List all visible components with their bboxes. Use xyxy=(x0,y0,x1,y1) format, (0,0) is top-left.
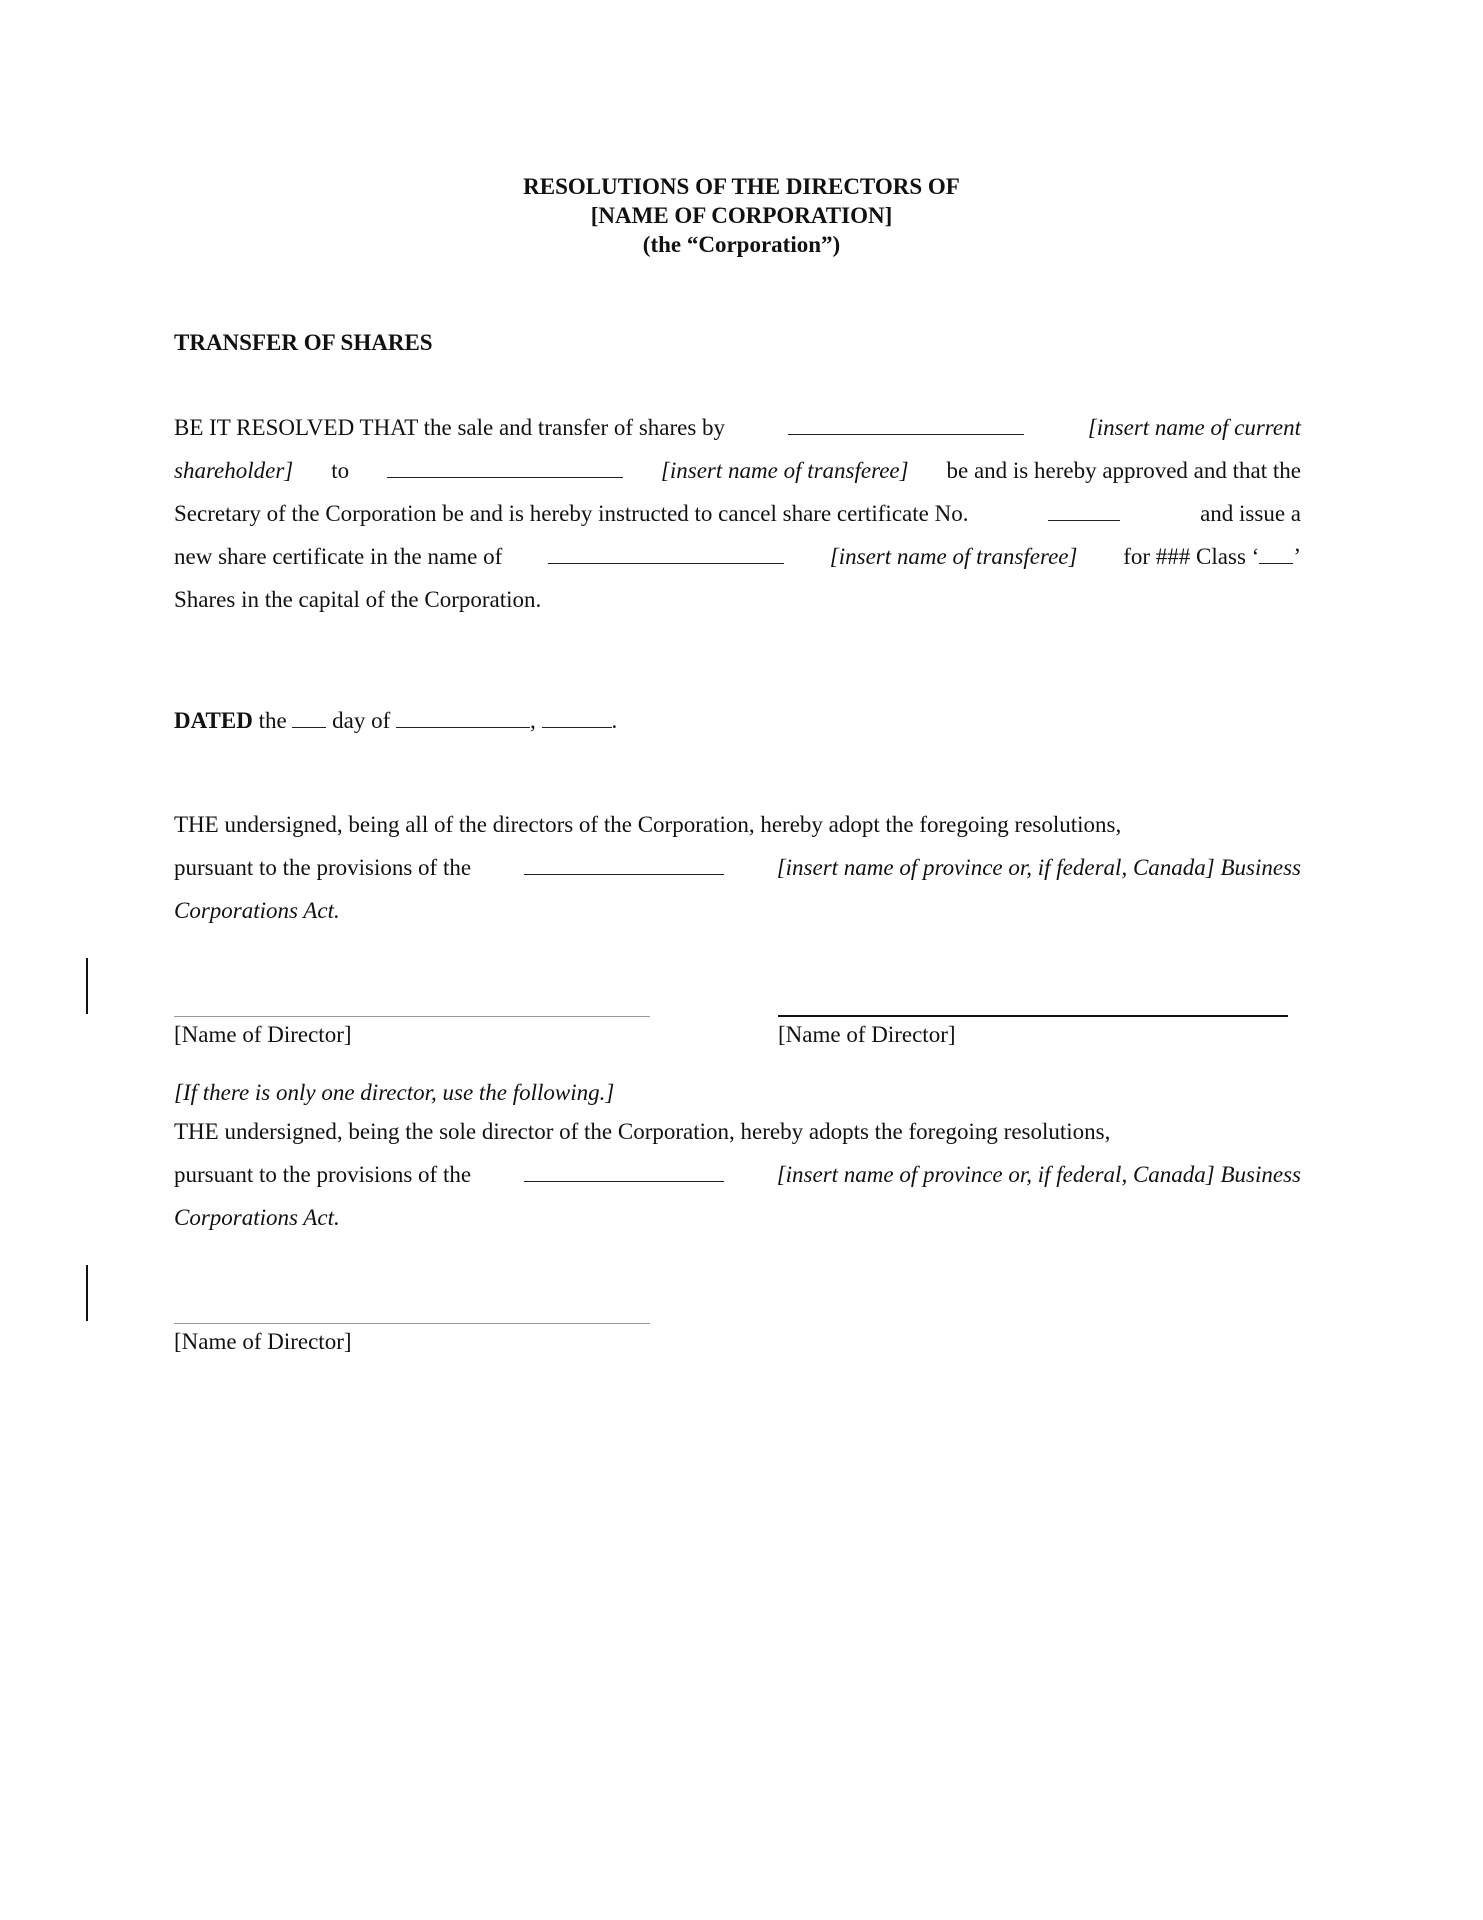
margin-mark xyxy=(86,1265,88,1321)
title-line-1: RESOLUTIONS OF THE DIRECTORS OF xyxy=(523,174,960,199)
resolution-text: BE IT RESOLVED THAT the sale and transfer of shares by xyxy=(174,415,726,440)
blank-certificate-number[interactable] xyxy=(1048,502,1120,521)
adoption-text: THE undersigned, being all of the directors of the Corporation, hereby adopt the foregoing resolutions, xyxy=(174,812,1122,837)
director-name-right: [Name of Director] xyxy=(778,1022,956,1047)
adoption-sole-line-3 xyxy=(174,1205,1301,1231)
blank-new-transferee[interactable] xyxy=(548,545,784,564)
act-name: Corporations Act. xyxy=(174,1205,340,1230)
margin-mark xyxy=(86,958,88,1014)
resolution-text: Secretary of the Corporation be and is hereby instructed to cancel share certificate No. xyxy=(174,501,969,526)
blank-transferee[interactable] xyxy=(387,459,623,478)
adoption-text: THE undersigned, being the sole director of the Corporation, hereby adopts the foregoing resolutions, xyxy=(174,1119,1111,1144)
resolution-line-2 xyxy=(174,458,1301,484)
adoption-all-line-3 xyxy=(174,898,1301,924)
signature-line-sole[interactable] xyxy=(174,1323,650,1324)
resolution-text: Shares in the capital of the Corporation. xyxy=(174,587,542,612)
single-director-note: [If there is only one director, use the following.] xyxy=(174,1080,615,1105)
placeholder-hint: [insert name of province or, if federal, Canada] Business xyxy=(776,1162,1301,1187)
dated-label: DATED xyxy=(174,708,253,733)
blank-month[interactable] xyxy=(396,709,530,728)
adoption-text: pursuant to the provisions of the xyxy=(174,1162,472,1187)
title-line-3: (the “Corporation”) xyxy=(642,232,841,257)
act-name: Corporations Act. xyxy=(174,898,340,923)
class-text: for ### Class ‘ ’ xyxy=(1123,544,1301,569)
adoption-sole-line-1 xyxy=(174,1119,1301,1145)
director-name-left: [Name of Director] xyxy=(174,1022,352,1047)
blank-year[interactable] xyxy=(542,709,612,728)
resolution-line-1 xyxy=(174,415,1301,441)
placeholder-hint: [insert name of current xyxy=(1087,415,1301,440)
resolution-text: to xyxy=(331,458,350,483)
resolution-text: and issue a xyxy=(1200,501,1301,526)
adoption-sole-line-2 xyxy=(174,1162,1301,1188)
resolution-line-3 xyxy=(174,501,1301,527)
section-heading: TRANSFER OF SHARES xyxy=(174,330,433,355)
placeholder-hint: [insert name of transferee] xyxy=(660,458,909,483)
blank-day[interactable] xyxy=(292,709,326,728)
adoption-all-line-1 xyxy=(174,812,1301,838)
adoption-text: pursuant to the provisions of the xyxy=(174,855,472,880)
signature-line-right[interactable] xyxy=(778,1015,1288,1017)
resolution-text: be and is hereby approved and that the xyxy=(946,458,1301,483)
document-title xyxy=(0,172,1483,259)
placeholder-hint: shareholder] xyxy=(174,458,294,483)
resolution-line-5 xyxy=(174,587,1301,613)
blank-share-class[interactable] xyxy=(1259,545,1293,564)
dated-line: DATED the day of , . xyxy=(174,708,618,733)
blank-province-sole[interactable] xyxy=(524,1163,724,1182)
blank-current-shareholder[interactable] xyxy=(788,416,1024,435)
placeholder-hint: [insert name of transferee] xyxy=(829,544,1078,569)
director-name-sole: [Name of Director] xyxy=(174,1329,352,1354)
resolution-text: new share certificate in the name of xyxy=(174,544,503,569)
title-line-2: [NAME OF CORPORATION] xyxy=(590,203,893,228)
adoption-all-line-2 xyxy=(174,855,1301,881)
resolution-line-4 xyxy=(174,544,1301,570)
placeholder-hint: [insert name of province or, if federal, Canada] Business xyxy=(776,855,1301,880)
blank-province[interactable] xyxy=(524,856,724,875)
signature-line-left[interactable] xyxy=(174,1016,650,1017)
